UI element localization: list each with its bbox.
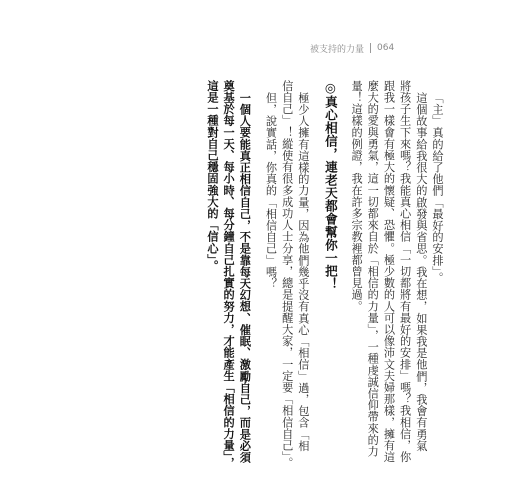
page-number: 064 bbox=[377, 43, 395, 53]
paragraph-line: 這個故事給我很大的啟發與省思。我在想，如果我是他們，我會有勇氣 bbox=[414, 91, 428, 452]
paragraph-line: 極少人擁有這樣的力量，因為他們幾乎沒有真心「相信」過，包含「相 bbox=[296, 91, 310, 452]
vertical-text-body bbox=[125, 80, 445, 469]
emphasis-line: 這是一種對自己穩固強大的「信心」。 bbox=[205, 80, 219, 272]
paragraph-line: 將孩子生下來嗎？我能真心相信「一切都將有最好的安排」嗎？我相信，你 bbox=[398, 80, 412, 463]
paragraph-line: 但，說實話，你真的「相信自己」嗎？ bbox=[264, 91, 278, 289]
paragraph-line: 跟我一樣會有極大的懷疑、恐懼。極少數的人可以像沛文夫婦那樣，擁有這 bbox=[382, 80, 396, 463]
paragraph-line: 量！這樣的例證，我在許多宗教裡都曾見過。 bbox=[350, 80, 364, 312]
paragraph-line: 「主」真的給了他們「最好的安排」。 bbox=[431, 91, 444, 284]
header-divider bbox=[370, 43, 371, 53]
paragraph-line: 信自己」！縱使有很多成功人士分享，總是提醒大家，一定要「相信自己」。 bbox=[280, 80, 294, 469]
section-heading: ◎真心相信，連老天都會幫你一把！ bbox=[322, 80, 338, 291]
running-header bbox=[310, 38, 440, 58]
paragraph-line: 麼大的愛與勇氣，這一切都來自於「相信的力量」，一種虔誠信仰帶來的力 bbox=[366, 80, 380, 458]
emphasis-line: 奠基於每一天、每小時、每分鐘自己扎實的努力，才能產生「相信的力量」， bbox=[222, 80, 236, 469]
emphasis-line: 一個人要能真正相信自己，不是靠每天幻想、催眠、激勵自己，而是必須 bbox=[238, 91, 252, 463]
running-title: 被支持的力量 bbox=[310, 44, 365, 55]
